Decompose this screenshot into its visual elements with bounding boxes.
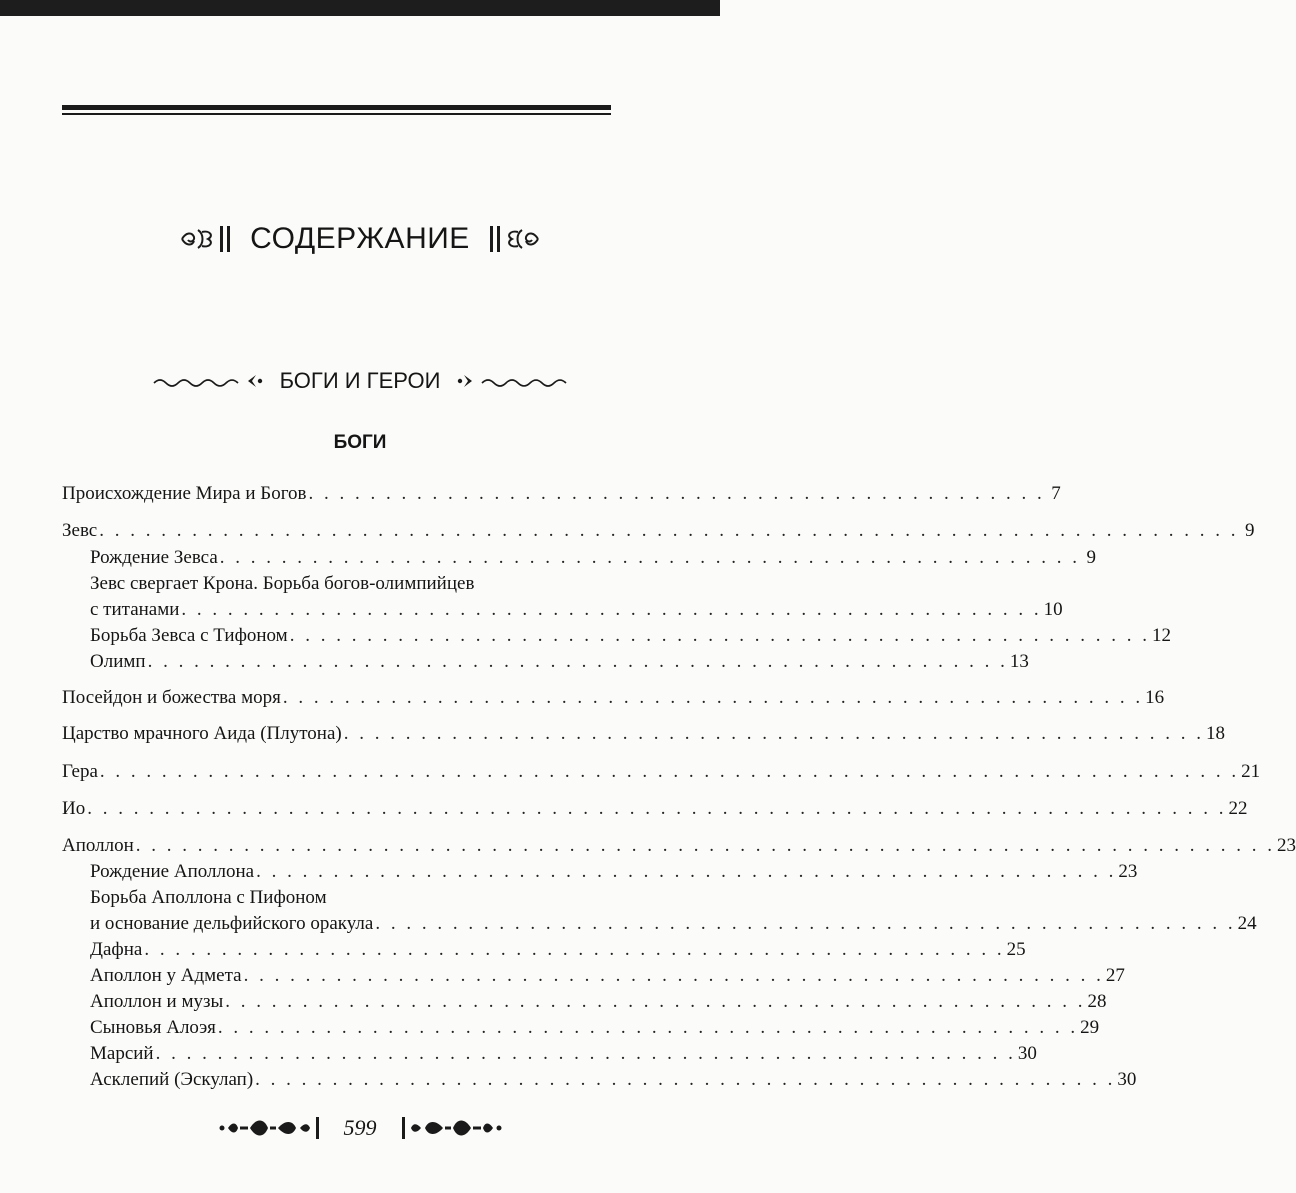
toc-entry[interactable] — [62, 684, 1165, 712]
toc-entry-title: Рождение Аполлона — [90, 861, 255, 882]
scan-top-edge — [0, 0, 720, 16]
toc-leader-dots: . . . . . . . . . . . . . . . . . . . . . . . . . . . . . . . . . . . . . . . . . . . . . . . . — [308, 483, 1045, 504]
section-heading — [0, 368, 720, 394]
toc-entry[interactable] — [90, 1014, 1100, 1042]
section-title: БОГИ И ГЕРОИ — [279, 368, 441, 393]
toc-entry-title: Ио — [62, 798, 86, 819]
toc-entry-page: 9 — [1086, 547, 1097, 568]
toc-entry-page: 9 — [1245, 520, 1255, 541]
toc-leader-dots: . . . . . . . . . . . . . . . . . . . . . . . . . . . . . . . . . . . . . . . . . . . . . . . . . . . . . . . . — [155, 1043, 1016, 1064]
toc-leader-dots: . . . . . . . . . . . . . . . . . . . . . . . . . . . . . . . . . . . . . . . . . . . . . . . . . . . . . . . . — [225, 991, 1086, 1012]
toc-entry-page: 30 — [1117, 1069, 1137, 1090]
wave-right-icon — [456, 371, 568, 391]
toc-entry-title: Асклепий (Эскулап) — [90, 1069, 254, 1090]
toc-entry-title[interactable]: Борьба Аполлона с Пифоном — [90, 887, 327, 908]
toc-entry-title: Аполлон у Адмета — [90, 965, 242, 986]
toc-entry[interactable] — [90, 1066, 1137, 1094]
toc-entry[interactable] — [90, 936, 1026, 964]
toc-entry-title: Посейдон и божества моря — [62, 687, 281, 708]
toc-entry-page: 29 — [1080, 1017, 1100, 1038]
toc-entry-title: Аполлон и музы — [90, 991, 224, 1012]
toc-entry-title: Олимп — [90, 651, 146, 672]
footer-ornament-right-icon — [395, 1113, 505, 1143]
toc-leader-dots: . . . . . . . . . . . . . . . . . . . . . . . . . . . . . . . . . . . . . . . . . . . . . . . . . . . . . . . . . . . . . . . . . . . . . . . . . . — [99, 520, 1239, 541]
toc-entry-title: Марсий — [90, 1043, 154, 1064]
toc-entry-page: 25 — [1006, 939, 1026, 960]
toc-entry-title[interactable]: Зевс свергает Крона. Борьба богов-олимпийцев — [90, 573, 475, 594]
toc-leader-dots: . . . . . . . . . . . . . . . . . . . . . . . . . . . . . . . . . . . . . . . . . . . . . . . . . . . . . . . . — [217, 1017, 1079, 1038]
toc-entry-page: 16 — [1145, 687, 1165, 708]
toc-entry[interactable] — [62, 517, 1255, 545]
toc-entry[interactable] — [62, 758, 1261, 786]
toc-entry[interactable] — [62, 832, 1296, 860]
toc-entry-title: Гера — [62, 761, 98, 782]
footer-ornament-left-icon — [216, 1113, 326, 1143]
toc-entry-page: 24 — [1237, 913, 1257, 934]
toc-entry[interactable] — [62, 480, 1061, 508]
subsection-title: БОГИ — [333, 432, 387, 453]
toc-leader-dots: . . . . . . . . . . . . . . . . . . . . . . . . . . . . . . . . . . . . . . . . . . . . . . . . . . . . . . . . — [375, 913, 1236, 934]
toc-entry-page: 22 — [1228, 798, 1248, 819]
toc-leader-dots: . . . . . . . . . . . . . . . . . . . . . . . . . . . . . . . . . . . . . . . . . . . . . . . . . . . . . . . . — [343, 723, 1204, 744]
toc-leader-dots: . . . . . . . . . . . . . . . . . . . . . . . . . . . . . . . . . . . . . . . . . . . . . . . . . . . . . . . . — [289, 625, 1150, 646]
page-title: СОДЕРЖАНИЕ — [250, 222, 470, 255]
toc-entry-page: 28 — [1087, 991, 1107, 1012]
toc-leader-dots: . . . . . . . . . . . . . . . . . . . . . . . . . . . . . . . . . . . . . . . . . . . . . . . . . . . . . . . . — [243, 965, 1104, 986]
toc-entry-title: Рождение Зевса — [90, 547, 218, 568]
toc-leader-dots: . . . . . . . . . . . . . . . . . . . . . . . . . . . . . . . . . . . . . . . . . . . . . . . . . . . . . . . . — [144, 939, 1005, 960]
toc-entry-title: Аполлон — [62, 835, 134, 856]
toc-entry-page: 7 — [1051, 483, 1061, 504]
toc-entry-page: 21 — [1241, 761, 1261, 782]
toc-leader-dots: . . . . . . . . . . . . . . . . . . . . . . . . . . . . . . . . . . . . . . . . . . . . . . . . . . . . . . . . . . . . . . . . . . . . . . . . . . — [87, 798, 1227, 819]
toc-leader-dots: . . . . . . . . . . . . . . . . . . . . . . . . . . . . . . . . . . . . . . . . . . . . . . . . . . . . . . . . — [147, 651, 1008, 672]
toc-entry-title: Дафна — [90, 939, 143, 960]
toc-leader-dots: . . . . . . . . . . . . . . . . . . . . . . . . . . . . . . . . . . . . . . . . . . . . . . . . . . . . . . . . — [282, 687, 1144, 708]
toc-entry-title: Царство мрачного Аида (Плутона) — [62, 723, 342, 744]
toc-entry[interactable] — [90, 962, 1125, 990]
ornament-right-icon — [484, 222, 544, 256]
toc-leader-dots: . . . . . . . . . . . . . . . . . . . . . . . . . . . . . . . . . . . . . . . . . . . . . . . . . . . . . . . . . . . . . . . . . . . . . . . . . . — [99, 761, 1240, 782]
toc-entry-title: Сыновья Алоэя — [90, 1017, 216, 1038]
toc-entry-page: 27 — [1105, 965, 1125, 986]
toc-entry[interactable] — [90, 910, 1257, 938]
toc-leader-dots: . . . . . . . . . . . . . . . . . . . . . . . . . . . . . . . . . . . . . . . . . . . . . . . . . . . . . . . . — [255, 1069, 1116, 1090]
header-rule-thin — [62, 113, 611, 115]
toc-entry[interactable] — [62, 795, 1248, 823]
toc-leader-dots: . . . . . . . . . . . . . . . . . . . . . . . . . . . . . . . . . . . . . . . . . . . . . . . . . . . . . . . . — [256, 861, 1117, 882]
toc-entry-page: 12 — [1151, 625, 1171, 646]
toc-entry-title: с титанами — [90, 599, 180, 620]
page-footer — [0, 1113, 720, 1143]
toc-entry-title: Борьба Зевса с Тифоном — [90, 625, 288, 646]
toc-entry[interactable] — [90, 858, 1138, 886]
toc-entry-page: 30 — [1017, 1043, 1037, 1064]
ornament-left-icon — [176, 222, 236, 256]
toc-entry[interactable] — [90, 1040, 1037, 1068]
contents-heading — [0, 222, 720, 256]
toc-entry[interactable] — [62, 720, 1225, 748]
toc-leader-dots: . . . . . . . . . . . . . . . . . . . . . . . . . . . . . . . . . . . . . . . . . . . . . . . . . . . . . . . . . . . . . . . . . . . . . . . . . . — [135, 835, 1276, 856]
header-rule-thick — [62, 105, 611, 110]
toc-entry-page: 23 — [1277, 835, 1296, 856]
toc-entry-page: 13 — [1009, 651, 1029, 672]
toc-entry-page: 23 — [1118, 861, 1138, 882]
toc-entry[interactable] — [90, 622, 1171, 650]
toc-entry-title: и основание дельфийского оракула — [90, 913, 374, 934]
toc-entry-title: Зевс — [62, 520, 98, 541]
page-number: 599 — [343, 1115, 377, 1140]
toc-leader-dots: . . . . . . . . . . . . . . . . . . . . . . . . . . . . . . . . . . . . . . . . . . . . . . . . . . . . . . . . — [219, 547, 1081, 568]
toc-entry[interactable] — [90, 648, 1029, 676]
toc-entry[interactable] — [90, 988, 1107, 1016]
toc-entry-page: 10 — [1043, 599, 1063, 620]
toc-leader-dots: . . . . . . . . . . . . . . . . . . . . . . . . . . . . . . . . . . . . . . . . . . . . . . . . . . . . . . . . — [181, 599, 1042, 620]
toc-entry[interactable] — [90, 596, 1063, 624]
wave-left-icon — [152, 371, 264, 391]
toc-entry-page: 18 — [1205, 723, 1225, 744]
toc-entry[interactable] — [90, 544, 1097, 572]
toc-entry-title: Происхождение Мира и Богов — [62, 483, 307, 504]
